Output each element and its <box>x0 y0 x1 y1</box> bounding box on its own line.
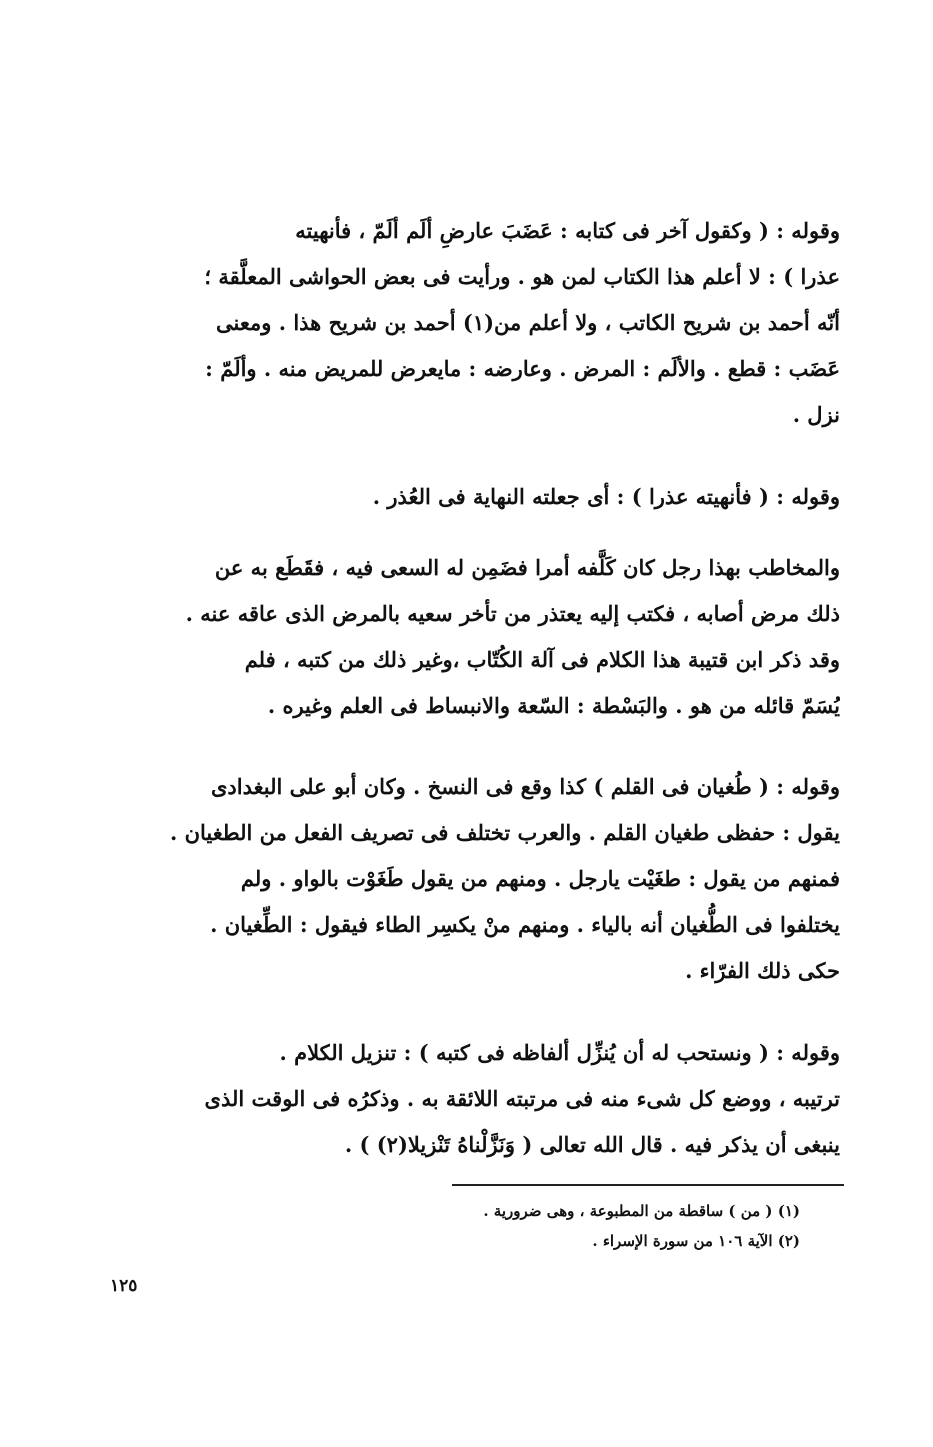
text-line: وقد ذكر ابن قتيبة هذا الكلام فى آلة الكُتّاب ،وغير ذلك من كتبه ، فلم <box>244 647 840 672</box>
text-line: يقول : حفظى طغيان القلم . والعرب تختلف فى تصريف الفعل من الطغيان . <box>169 820 840 845</box>
text-line: فمنهم من يقول : طغَيْت يارجل . ومنهم من يقول طَغَوْت بالواو . ولم <box>240 866 840 891</box>
text-line: أنّه أحمد بن شريح الكاتب ، ولا أعلم من(١) أحمد بن شريح هذا . ومعنى <box>216 310 840 335</box>
footnote-1: (١) ( من ) ساقطة من المطبوعة ، وهى ضرورية . <box>483 1202 800 1220</box>
paragraph-1 <box>125 208 840 438</box>
paragraph-3 <box>125 545 840 729</box>
text-line: وقوله : ( طُغيان فى القلم ) كذا وقع فى النسخ . وكان أبو على البغدادى <box>210 774 840 799</box>
text-line: ذلك مرض أصابه ، فكتب إليه يعتذر من تأخر سعيه بالمرض الذى عاقه عنه . <box>185 601 840 626</box>
text-line: نزل . <box>792 402 840 427</box>
paragraph-5 <box>125 1030 840 1168</box>
footnote-divider <box>452 1184 844 1186</box>
text-line: حكى ذلك الفرّاء . <box>685 958 840 983</box>
text-line: وقوله : ( وكقول آخر فى كتابه : عَضَبَ عارضِ ألَم ألَمّ ، فأنهيته <box>295 218 840 243</box>
text-line: ترتيبه ، ووضع كل شىء منه فى مرتبته اللائقة به . وذكرُه فى الوقت الذى <box>204 1086 840 1111</box>
page-number: ١٢٥ <box>110 1276 138 1296</box>
text-line: وقوله : ( فأنهيته عذرا ) : أى جعلته النهاية فى العُذر . <box>372 484 840 509</box>
text-line: والمخاطب بهذا رجل كان كَلَّفه أمرا فضَمِن له السعى فيه ، فقَطَع به عن <box>214 555 840 580</box>
paragraph-2 <box>125 474 840 520</box>
text-line: ينبغى أن يذكر فيه . قال الله تعالى ( وَنَزَّلْناهُ تَنْزيلا(٢) ) . <box>344 1132 840 1157</box>
footnote-2: (٢) الآية ١٠٦ من سورة الإسراء . <box>592 1232 800 1250</box>
footnotes <box>300 1196 800 1256</box>
text-line: يُسَمّ قائله من هو . والبَسْطة : السّعة والانبساط فى العلم وغيره . <box>267 693 840 718</box>
text-line: عَضَب : قطع . والألَم : المرض . وعارضه : مايعرض للمريض منه . وألَمّ : <box>205 356 840 381</box>
text-line: وقوله : ( ونستحب له أن يُنزِّل ألفاظه فى كتبه ) : تنزيل الكلام . <box>279 1040 840 1065</box>
paragraph-4 <box>125 764 840 994</box>
text-line: يختلفوا فى الطُّغيان أنه بالياء . ومنهم منْ يكسِر الطاء فيقول : الطِّغيان . <box>210 912 840 937</box>
text-line: عذرا ) : لا أعلم هذا الكتاب لمن هو . ورأيت فى بعض الحواشى المعلَّقة ؛ <box>204 264 840 289</box>
